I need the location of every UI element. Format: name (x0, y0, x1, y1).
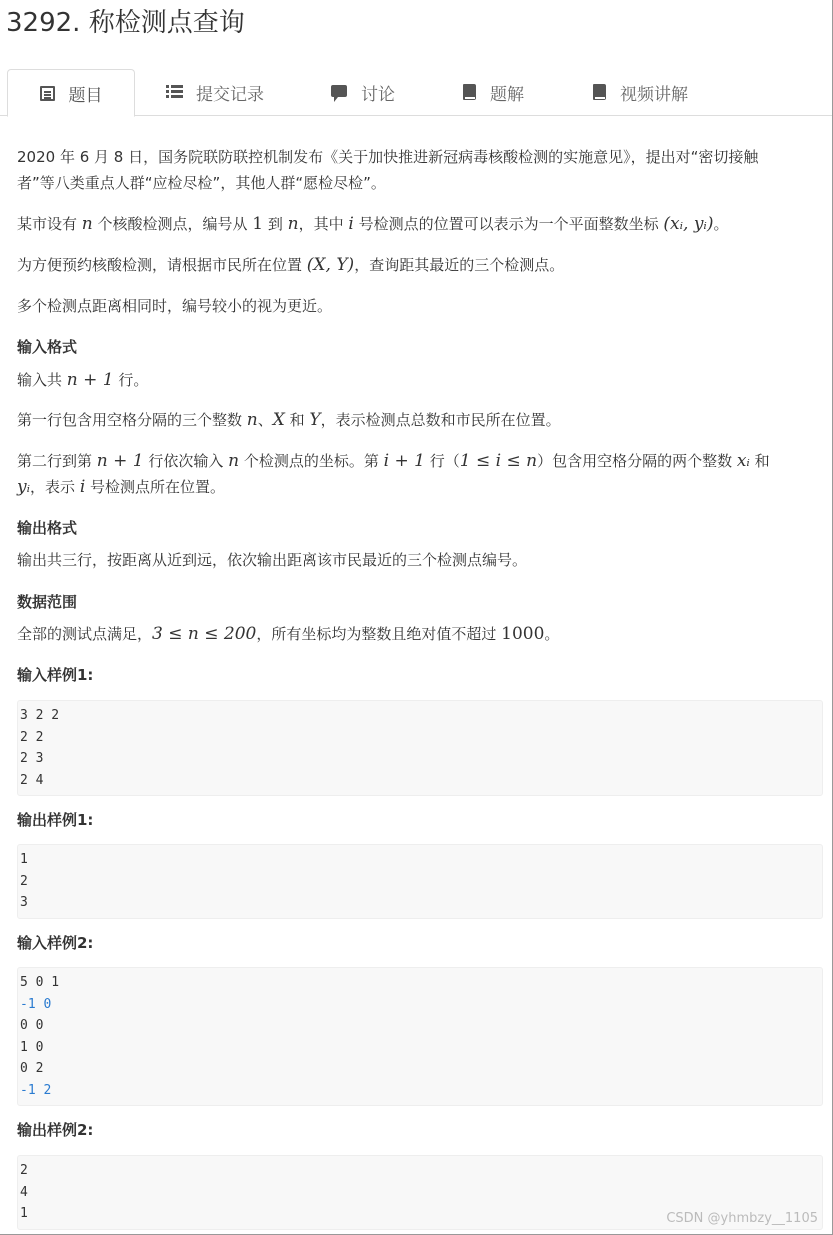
input-format-line2: 第一行包含用空格分隔的三个整数 n、X 和 Y，表示检测点总数和市民所在位置。 (17, 410, 561, 430)
problem-tabs (0, 69, 832, 116)
code-line: 0 2 (20, 1061, 44, 1076)
csdn-watermark: CSDN @yhmbzy__1105 (666, 1211, 818, 1226)
code-line: -1 0 (20, 996, 52, 1012)
book-icon (463, 84, 476, 100)
input-format-line1: 输入共 n + 1 行。 (17, 370, 149, 390)
code-line: 5 0 1 (20, 975, 60, 990)
input-sample2-code[interactable] (17, 967, 823, 1106)
intro-text-2: 者”等八类重点人群“应检尽检”，其他人群“愿检尽检”。 (17, 174, 386, 192)
tab-video-label: 视频讲解 (620, 84, 688, 105)
tab-solutions[interactable] (463, 69, 524, 115)
tab-problem[interactable] (7, 69, 135, 117)
code-line: 1 (20, 1206, 28, 1221)
document-icon (40, 86, 55, 101)
code-line: 1 (20, 852, 28, 867)
input-format-heading: 输入格式 (17, 338, 78, 356)
output-format-heading: 输出格式 (17, 519, 78, 537)
tab-discussion-label: 讨论 (361, 84, 395, 105)
output-format-text: 输出共三行，按距离从近到远，依次输出距离该市民最近的三个检测点编号。 (17, 551, 528, 569)
code-line: 4 (20, 1184, 28, 1200)
paragraph-query: 为方便预约核酸检测，请根据市民所在位置 (X, Y)，查询距其最近的三个检测点。 (17, 255, 565, 275)
tab-submissions[interactable] (166, 69, 264, 115)
input-format-line3b: yᵢ，表示 i 号检测点所在位置。 (17, 477, 226, 497)
code-line: 3 (20, 895, 28, 910)
input-sample1-code[interactable] (17, 700, 823, 796)
code-line: 2 (20, 1163, 28, 1178)
paragraph-tiebreak: 多个检测点距离相同时，编号较小的视为更近。 (17, 297, 333, 315)
data-range-heading: 数据范围 (17, 593, 78, 611)
code-line: 3 2 2 (20, 708, 60, 723)
tab-discussion[interactable] (331, 69, 395, 115)
input-format-line3: 第二行到第 n + 1 行依次输入 n 个检测点的坐标。第 i + 1 行（1 ≤ i ≤ n）包含用空格分隔的两个整数 xᵢ 和 (17, 451, 770, 471)
code-line: -1 2 (20, 1082, 52, 1098)
tab-submissions-label: 提交记录 (196, 84, 264, 105)
tab-solutions-label: 题解 (490, 84, 524, 105)
code-line: 2 3 (20, 751, 44, 766)
data-range-text: 全部的测试点满足，3 ≤ n ≤ 200，所有坐标均为整数且绝对值不超过 1000。 (17, 624, 560, 644)
code-line: 2 4 (20, 772, 44, 788)
input-sample1-heading: 输入样例1: (17, 666, 94, 684)
code-line: 2 2 (20, 729, 44, 745)
output-sample1-code[interactable] (17, 844, 823, 919)
code-line: 2 (20, 873, 28, 889)
code-line: 1 0 (20, 1039, 44, 1055)
output-sample2-heading: 输出样例2: (17, 1121, 94, 1139)
book-icon (593, 84, 606, 100)
page-title: 3292. 称检测点查询 (6, 8, 245, 38)
output-sample1-heading: 输出样例1: (17, 811, 94, 829)
paragraph-points: 某市设有 n 个核酸检测点，编号从 1 到 n，其中 i 号检测点的位置可以表示为一个平面整数坐标 (xᵢ, yᵢ)。 (17, 214, 729, 234)
input-sample2-heading: 输入样例2: (17, 934, 94, 952)
code-line: 0 0 (20, 1018, 44, 1033)
tab-problem-label: 题目 (68, 85, 103, 106)
tab-video[interactable] (593, 69, 688, 115)
intro-text: 2020 年 6 月 8 日，国务院联防联控机制发布《关于加快推进新冠病毒核酸检测的实施意见》，提出对“密切接触 (17, 148, 759, 166)
chat-icon (331, 85, 347, 97)
list-icon (166, 84, 182, 100)
